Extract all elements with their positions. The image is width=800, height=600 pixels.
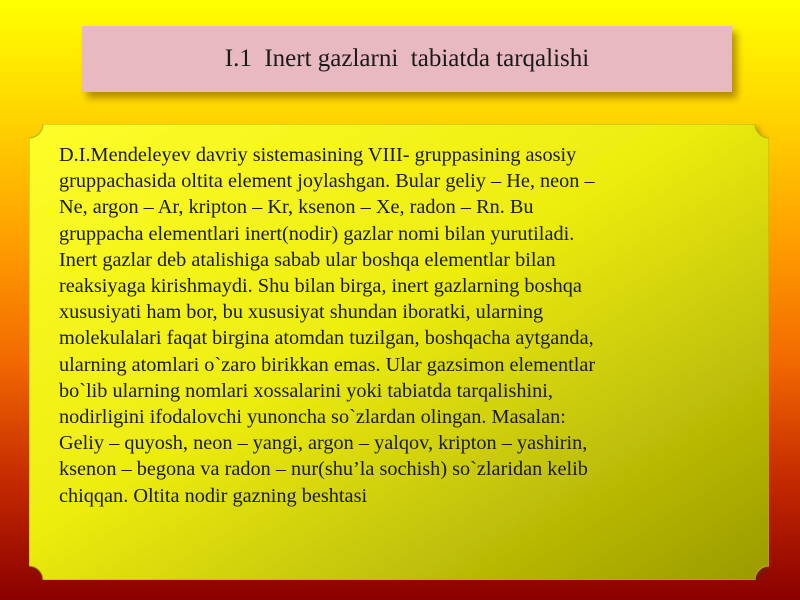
slide-title-box (82, 26, 732, 92)
body-text-line: Ne, argon – Ar, kripton – Kr, ksenon – Xe, radon – Rn. Bu (59, 196, 534, 219)
body-text-line: xususiyati ham bor, bu xususiyat shundan iboratki, ularning (59, 301, 544, 324)
body-text-line: gruppachasida oltita element joylashgan. Bular geliy – He, neon – (59, 170, 595, 193)
body-text-line: Geliy – quyosh, neon – yangi, argon – yalqov, kripton – yashirin, (59, 432, 588, 455)
body-text-line: chiqqan. Oltita nodir gazning beshtasi (59, 484, 368, 507)
body-text-line: Inert gazlar deb atalishiga sabab ular boshqa elementlar bilan (59, 248, 556, 271)
body-text-line: ksenon – begona va radon – nur(shu’la sochish) so`zlaridan kelib (59, 458, 588, 481)
body-text-line: reaksiyaga kirishmaydi. Shu bilan birga, inert gazlarning boshqa (59, 275, 582, 298)
slide-body-text (59, 142, 759, 509)
body-text-line: D.I.Mendeleyev davriy sistemasining VIII- gruppasining asosiy (59, 144, 577, 166)
body-text-line: bo`lib ularning nomlari xossalarini yoki tabiatda tarqalishini, (59, 379, 553, 402)
body-text-line: ularning atomlari o`zaro birikkan emas. Ular gazsimon elementlar (59, 353, 596, 376)
slide-title: I.1 Inert gazlarni tabiatda tarqalishi (224, 45, 590, 72)
body-text-line: molekulalari faqat birgina atomdan tuzilgan, boshqacha aytganda, (59, 327, 594, 350)
body-text-line: gruppacha elementlari inert(nodir) gazlar nomi bilan yurutiladi. (59, 222, 575, 245)
body-text-line: nodirligini ifodalovchi yunoncha so`zlardan olingan. Masalan: (59, 406, 566, 429)
